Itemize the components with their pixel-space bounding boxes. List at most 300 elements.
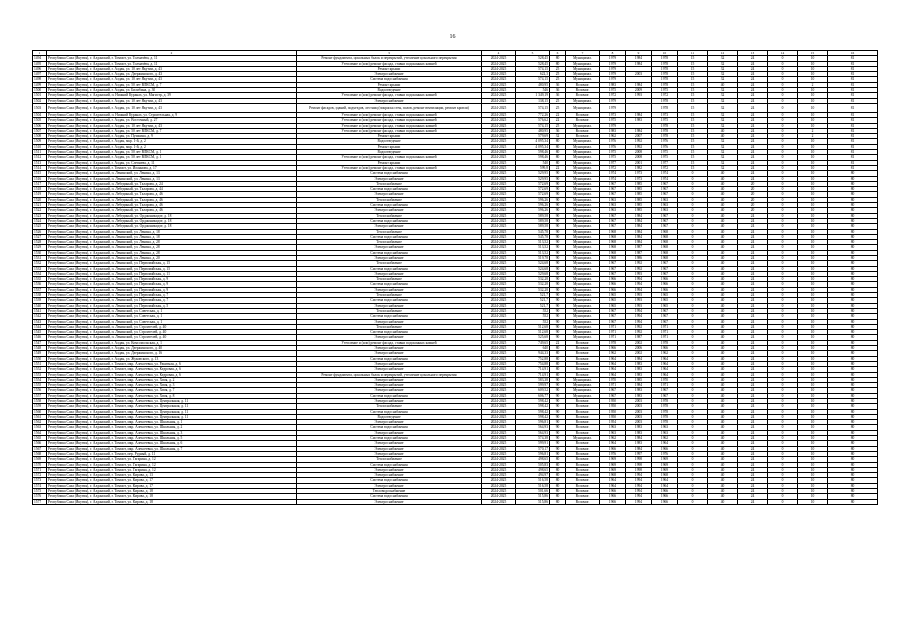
col-16-cell: 80 <box>828 187 878 192</box>
col-12-cell: 40 <box>708 324 738 329</box>
period-cell: 2024-2025 <box>482 266 516 271</box>
col-14-cell: 0 <box>768 351 798 356</box>
wear-cell: 22 <box>550 340 566 345</box>
build-year-cell: 1968 <box>600 229 626 234</box>
col-14-cell: 0 <box>768 451 798 456</box>
col-12-cell: 32 <box>708 150 738 155</box>
row-number: 1556 <box>33 388 47 393</box>
overhaul-year-cell: 2008 <box>626 155 652 160</box>
col-12-cell: 32 <box>708 56 738 61</box>
col-13-cell: 24 <box>738 303 768 308</box>
wear-cell: 80 <box>550 144 566 149</box>
col-14-cell: 0 <box>768 404 798 409</box>
col-12-cell: 40 <box>708 356 738 361</box>
address-cell: Республика Саха (Якутия), г. Алданский, г. Томмот, мкр. Алексеевка, ул. Кедровая, д. 6 <box>47 372 297 377</box>
row-number: 1523 <box>33 213 47 218</box>
commission-year-cell: 1965 <box>652 293 678 298</box>
col-11-cell: 0 <box>678 203 708 208</box>
ownership-cell: Муниципал. <box>566 224 600 229</box>
col-16-cell: 80 <box>828 171 878 176</box>
wear-cell: 25 <box>550 98 566 103</box>
wear-cell: 90 <box>550 399 566 404</box>
overhaul-year-cell: 1983 <box>626 118 652 123</box>
area-cell: 521,7 <box>516 298 550 303</box>
commission-year-cell: 1971 <box>652 330 678 335</box>
build-year-cell: 1967 <box>600 393 626 398</box>
area-cell: 521,7 <box>516 303 550 308</box>
col-11-cell: 0 <box>678 224 708 229</box>
period-cell: 2024-2025 <box>482 303 516 308</box>
address-cell: Республика Саха (Якутия), г. Алданский, г. Томмот, мкр. Алексеевка, ул. Центральная, д. 11 <box>47 404 297 409</box>
address-cell: Республика Саха (Якутия), г. Алданский, п. Лебединый, ул. Таларова, д. 46 <box>47 197 297 202</box>
col-12-cell: 40 <box>708 420 738 425</box>
col-15-cell: 10 <box>798 208 828 213</box>
row-number: 1506 <box>33 123 47 128</box>
area-cell: 494,97 <box>516 473 550 478</box>
overhaul-year-cell: 1985 <box>626 181 652 186</box>
col-14-cell: 0 <box>768 340 798 345</box>
ownership-cell: Вспомог. <box>566 340 600 345</box>
ownership-cell: Муниципал. <box>566 103 600 112</box>
col-15-cell: 10 <box>798 351 828 356</box>
col-12-cell: 40 <box>708 372 738 377</box>
ownership-cell: Муниципал. <box>566 303 600 308</box>
col-11-cell: 0 <box>678 171 708 176</box>
period-cell: 2024-2025 <box>482 234 516 239</box>
col-11-cell: 15 <box>678 144 708 149</box>
work-type-cell: Утепление и (или) ремонт фасада, ставни подоконных камней <box>297 112 482 117</box>
work-type-cell: Теплоснабжение <box>297 181 482 186</box>
col-15-cell: 10 <box>798 404 828 409</box>
work-type-cell: Электроснабжение <box>297 383 482 388</box>
commission-year-cell: 1978 <box>652 103 678 112</box>
build-year-cell: 1979 <box>600 103 626 112</box>
wear-cell: 90 <box>550 319 566 324</box>
area-cell: 598,46 <box>516 150 550 155</box>
wear-cell: 90 <box>550 324 566 329</box>
wear-cell: 90 <box>550 203 566 208</box>
overhaul-year-cell: 1994 <box>626 314 652 319</box>
col-15-cell: 10 <box>798 494 828 499</box>
work-type-cell: Электроснабжение <box>297 287 482 292</box>
col-16-cell: 80 <box>828 451 878 456</box>
col-16-cell: 80 <box>828 356 878 361</box>
wear-cell: 90 <box>550 255 566 260</box>
address-cell: Республика Саха (Якутия), г. Алданский, г. Томмот, ул. Толмачёва, д. 11 <box>47 56 297 61</box>
period-cell: 2024-2025 <box>482 314 516 319</box>
col-14-cell: 0 <box>768 361 798 366</box>
col-15-cell: 10 <box>798 420 828 425</box>
col-11-cell: 0 <box>678 483 708 488</box>
wear-cell: 90 <box>550 298 566 303</box>
commission-year-cell: 1973 <box>652 112 678 117</box>
period-cell: 2024-2025 <box>482 150 516 155</box>
col-15-cell: 10 <box>798 103 828 112</box>
col-15-cell: 10 <box>798 356 828 361</box>
col-12-cell: 40 <box>708 261 738 266</box>
col-11-cell: 15 <box>678 103 708 112</box>
col-11-cell: 0 <box>678 340 708 345</box>
commission-year-cell: 1978 <box>652 409 678 414</box>
col-15-cell: 10 <box>798 240 828 245</box>
overhaul-year-cell <box>626 103 652 112</box>
address-cell: Республика Саха (Якутия), г. Алданский, п. Лебединый, ул. Таларова, д. 44 <box>47 187 297 192</box>
col-15-cell: 10 <box>798 266 828 271</box>
row-number: 1508 <box>33 134 47 139</box>
area-cell: 524,68 <box>516 261 550 266</box>
address-cell: Республика Саха (Якутия), г. Алданский, г. Томмот, пер. Рудный, д. 11 <box>47 451 297 456</box>
period-cell: 2024-2025 <box>482 425 516 430</box>
ownership-cell: Вспомог. <box>566 409 600 414</box>
work-type-cell: Электроснабжение <box>297 303 482 308</box>
col-16-cell: 80 <box>828 197 878 202</box>
commission-year-cell: 1968 <box>652 240 678 245</box>
col-11-cell: 15 <box>678 128 708 133</box>
wear-cell: 90 <box>550 314 566 319</box>
ownership-cell: Вспомог. <box>566 467 600 472</box>
col-16-cell: 80 <box>828 266 878 271</box>
col-16-cell: 80 <box>828 383 878 388</box>
col-12-cell: 32 <box>708 66 738 71</box>
commission-year-cell: 1967 <box>652 218 678 223</box>
work-type-cell: Система водоснабжения <box>297 494 482 499</box>
ownership-cell: Муниципал. <box>566 123 600 128</box>
col-13-cell: 24 <box>738 399 768 404</box>
commission-year-cell: 1978 <box>652 77 678 82</box>
col-12-cell: 32 <box>708 72 738 77</box>
overhaul-year-cell: 1993 <box>626 298 652 303</box>
col-15-cell: 10 <box>798 93 828 98</box>
area-cell: 598,42 <box>516 414 550 419</box>
col-15-cell: 10 <box>798 383 828 388</box>
row-number: 1545 <box>33 330 47 335</box>
col-11-cell: 0 <box>678 314 708 319</box>
col-16-cell: 80 <box>828 457 878 462</box>
overhaul-year-cell: 1984 <box>626 128 652 133</box>
col-15-cell: 2 <box>798 82 828 87</box>
col-11-cell: 0 <box>678 372 708 377</box>
work-type-cell: Утепление и (или) ремонт фасада, ставни подоконных камней <box>297 123 482 128</box>
work-type-cell: Система водоснабжения <box>297 330 482 335</box>
commission-year-cell: 1971 <box>652 335 678 340</box>
col-11-cell: 15 <box>678 56 708 61</box>
ownership-cell: Вспомог. <box>566 451 600 456</box>
col-13-cell: 24 <box>738 213 768 218</box>
col-16-cell: 81 <box>828 103 878 112</box>
address-cell: Республика Саха (Якутия), г. Алданский, г. Алдан, ул. Комсомольская, д. 1 <box>47 340 297 345</box>
col-13-cell: 24 <box>738 160 768 165</box>
col-11-cell: 0 <box>678 287 708 292</box>
col-13-cell: 24 <box>738 66 768 71</box>
period-cell: 2024-2025 <box>482 441 516 446</box>
col-11-cell: 0 <box>678 261 708 266</box>
commission-year-cell: 1971 <box>652 324 678 329</box>
area-cell: 552 <box>516 314 550 319</box>
commission-year-cell: 1967 <box>652 192 678 197</box>
build-year-cell: 1967 <box>600 266 626 271</box>
work-type-cell: Система водоснабжения <box>297 298 482 303</box>
overhaul-year-cell: 1994 <box>626 319 652 324</box>
build-year-cell: 1954 <box>600 420 626 425</box>
build-year-cell: 1962 <box>600 351 626 356</box>
work-type-cell: Теплоснабжение <box>297 324 482 329</box>
col-15-cell: 10 <box>798 139 828 144</box>
col-14-cell: 0 <box>768 287 798 292</box>
area-cell: 599,97 <box>516 383 550 388</box>
wear-cell: 90 <box>550 229 566 234</box>
col-15-cell: 10 <box>798 293 828 298</box>
col-11-cell: 0 <box>678 187 708 192</box>
overhaul-year-cell: 1994 <box>626 483 652 488</box>
period-cell: 2024-2025 <box>482 245 516 250</box>
overhaul-year-cell: 1973 <box>626 176 652 181</box>
period-cell: 2024-2025 <box>482 82 516 87</box>
commission-year-cell: 1978 <box>652 66 678 71</box>
build-year-cell: 1967 <box>600 181 626 186</box>
col-14-cell: 0 <box>768 467 798 472</box>
wear-cell: 90 <box>550 303 566 308</box>
commission-year-cell: 1965 <box>652 298 678 303</box>
period-cell: 2024-2025 <box>482 282 516 287</box>
work-type-cell: Водоотведение <box>297 139 482 144</box>
col-16-cell: 81 <box>828 77 878 82</box>
wear-cell: 90 <box>550 420 566 425</box>
area-cell: 501,66 <box>516 489 550 494</box>
ownership-cell: Вспомог. <box>566 478 600 483</box>
col-16-cell: 81 <box>828 93 878 98</box>
row-number: 1512 <box>33 155 47 160</box>
work-type-cell: Теплоснабжение <box>297 240 482 245</box>
row-number: 1564 <box>33 430 47 435</box>
address-cell: Республика Саха (Якутия), г. Алданский, г. Томмот, ул. Кирова, д. 18 <box>47 489 297 494</box>
commission-year-cell: 1965 <box>652 303 678 308</box>
col-13-cell: 20 <box>738 197 768 202</box>
ownership-cell: Муниципал. <box>566 56 600 61</box>
row-number: 1565 <box>33 436 47 441</box>
overhaul-year-cell: 1985 <box>626 187 652 192</box>
period-cell: 2024-2025 <box>482 467 516 472</box>
col-14-cell: 0 <box>768 213 798 218</box>
row-number: 1515 <box>33 171 47 176</box>
col-13-cell: 24 <box>738 266 768 271</box>
area-cell: 519,78 <box>516 255 550 260</box>
col-13-cell: 24 <box>738 467 768 472</box>
build-year-cell: 1963 <box>600 208 626 213</box>
col-11-cell: 0 <box>678 213 708 218</box>
area-cell: 498,65 <box>516 457 550 462</box>
address-cell: Республика Саха (Якутия), г. Алданский, г. Алдан, ул. Восточный, д. 27 <box>47 118 297 123</box>
col-15-cell: 10 <box>798 56 828 61</box>
commission-year-cell: 1967 <box>652 224 678 229</box>
work-type-cell: Электроснабжение <box>297 430 482 435</box>
col-12-cell: 40 <box>708 176 738 181</box>
ownership-cell: Вспомог. <box>566 473 600 478</box>
col-11-cell: 0 <box>678 451 708 456</box>
commission-year-cell: 1968 <box>652 250 678 255</box>
commission-year-cell: 1964 <box>652 483 678 488</box>
ownership-cell: Вспомог. <box>566 351 600 356</box>
col-13-cell: 24 <box>738 430 768 435</box>
commission-year-cell: 1975 <box>652 88 678 93</box>
column-number-12: 12 <box>708 51 738 56</box>
col-14-cell: 0 <box>768 61 798 66</box>
commission-year-cell: 1967 <box>652 319 678 324</box>
col-13-cell: 24 <box>738 499 768 504</box>
overhaul-year-cell: 2003 <box>626 404 652 409</box>
col-13-cell: 24 <box>738 388 768 393</box>
col-12-cell: 32 <box>708 93 738 98</box>
commission-year-cell: 1978 <box>652 404 678 409</box>
col-16-cell: 80 <box>828 176 878 181</box>
col-11-cell: 0 <box>678 361 708 366</box>
ownership-cell: Муниципал. <box>566 245 600 250</box>
col-13-cell: 24 <box>738 118 768 123</box>
col-16-cell: 80 <box>828 393 878 398</box>
overhaul-year-cell: 2003 <box>626 414 652 419</box>
col-12-cell: 40 <box>708 266 738 271</box>
work-type-cell: Водоотведение <box>297 88 482 93</box>
col-11-cell: 15 <box>678 77 708 82</box>
overhaul-year-cell: 1985 <box>626 208 652 213</box>
area-cell: 505,83 <box>516 462 550 467</box>
work-type-cell: Система водоснабжения <box>297 218 482 223</box>
ownership-cell: Вспомог. <box>566 367 600 372</box>
ownership-cell: Муниципал. <box>566 155 600 160</box>
col-14-cell: 0 <box>768 250 798 255</box>
work-type-cell: Электроснабжение <box>297 377 482 382</box>
wear-cell: 22 <box>550 165 566 170</box>
column-number-15: 15 <box>798 51 828 56</box>
ownership-cell: Вспомог. <box>566 441 600 446</box>
build-year-cell: 1965 <box>600 298 626 303</box>
build-year-cell: 1966 <box>600 446 626 451</box>
ownership-cell: Вспомог. <box>566 134 600 139</box>
wear-cell: 80 <box>550 361 566 366</box>
ownership-cell: Вспомог. <box>566 128 600 133</box>
period-cell: 2024-2025 <box>482 430 516 435</box>
address-cell: Республика Саха (Якутия), г. Алданский, п. Ленинский, ул. Ленина, д. 28 <box>47 240 297 245</box>
col-16-cell: 80 <box>828 335 878 340</box>
area-cell: 640 <box>516 346 550 351</box>
row-number: 1540 <box>33 303 47 308</box>
address-cell: Республика Саха (Якутия), г. Алданский, п. Ленинский, ул. Строителей, д. 40 <box>47 330 297 335</box>
commission-year-cell: 1975 <box>652 155 678 160</box>
period-cell: 2024-2025 <box>482 393 516 398</box>
overhaul-year-cell: 1984 <box>626 356 652 361</box>
column-number-3: 3 <box>297 51 482 56</box>
col-13-cell: 24 <box>738 457 768 462</box>
col-11-cell: 0 <box>678 404 708 409</box>
address-cell: Республика Саха (Якутия), г. Алданский, п. Ленинский, ул. Ленина, д. 28 <box>47 245 297 250</box>
row-number: 1549 <box>33 351 47 356</box>
col-14-cell: 0 <box>768 123 798 128</box>
row-number: 1502 <box>33 98 47 103</box>
build-year-cell: 1967 <box>600 308 626 313</box>
wear-cell: 90 <box>550 250 566 255</box>
area-cell: 515,86 <box>516 494 550 499</box>
overhaul-year-cell: 1983 <box>626 388 652 393</box>
overhaul-year-cell: 1994 <box>626 287 652 292</box>
col-12-cell: 40 <box>708 436 738 441</box>
wear-cell: 36 <box>550 93 566 98</box>
col-15-cell: 10 <box>798 377 828 382</box>
wear-cell: 90 <box>550 266 566 271</box>
col-15-cell: 10 <box>798 261 828 266</box>
address-cell: Республика Саха (Якутия), г. Алданский, г. Томмот, мкр. Алексеевка, ул. Центральная, д. 11 <box>47 399 297 404</box>
row-number: 1510 <box>33 144 47 149</box>
address-cell: Республика Саха (Якутия), г. Алданский, п. Ленинский, ул. Первомайская, д. 15 <box>47 261 297 266</box>
overhaul-year-cell: 1984 <box>626 224 652 229</box>
col-16-cell: 80 <box>828 372 878 377</box>
col-16-cell: 81 <box>828 165 878 170</box>
commission-year-cell: 1964 <box>652 372 678 377</box>
area-cell: 579,69 <box>516 134 550 139</box>
col-13-cell: 24 <box>738 340 768 345</box>
col-14-cell: 0 <box>768 181 798 186</box>
col-13-cell: 24 <box>738 330 768 335</box>
period-cell: 2024-2025 <box>482 171 516 176</box>
address-cell: Республика Саха (Якутия), г. Алданский, п. Лебединый, ул. Орджоникидзе, д. 18 <box>47 224 297 229</box>
overhaul-year-cell: 1986 <box>626 255 652 260</box>
row-number: 1557 <box>33 393 47 398</box>
col-15-cell: 2 <box>798 128 828 133</box>
commission-year-cell: 1967 <box>652 393 678 398</box>
build-year-cell: 1967 <box>600 192 626 197</box>
area-cell: 574,38 <box>516 436 550 441</box>
col-13-cell: 24 <box>738 319 768 324</box>
build-year-cell: 1965 <box>600 303 626 308</box>
overhaul-year-cell: 1984 <box>626 218 652 223</box>
address-cell: Республика Саха (Якутия), г. Алданский, п. Ленинский, ул. Советская, д. 1 <box>47 314 297 319</box>
row-number: 1538 <box>33 293 47 298</box>
area-cell: 576,62 <box>516 118 550 123</box>
ownership-cell: Вспомог. <box>566 112 600 117</box>
wear-cell: 90 <box>550 287 566 292</box>
overhaul-year-cell: 1994 <box>626 499 652 504</box>
address-cell: Республика Саха (Якутия), г. Алданский, г. Томмот, мкр. Алексеевка, ул. Ракитная, д. 6 <box>47 361 297 366</box>
period-cell: 2024-2025 <box>482 144 516 149</box>
row-number: 1496 <box>33 66 47 71</box>
col-15-cell: 10 <box>798 144 828 149</box>
address-cell: Республика Саха (Якутия), г. Алданский, г. Томмот, мкр. Алексеевка, ул. Школьная, д. 7 <box>47 446 297 451</box>
overhaul-year-cell: 1987 <box>626 245 652 250</box>
col-13-cell: 24 <box>738 112 768 117</box>
column-number-5: 5 <box>516 51 550 56</box>
col-15-cell: 10 <box>798 271 828 276</box>
col-16-cell: 80 <box>828 467 878 472</box>
col-12-cell: 32 <box>708 112 738 117</box>
col-11-cell: 15 <box>678 98 708 103</box>
col-12-cell: 40 <box>708 404 738 409</box>
col-16-cell: 80 <box>828 499 878 504</box>
overhaul-year-cell: 1994 <box>626 308 652 313</box>
overhaul-year-cell: 1984 <box>626 82 652 87</box>
col-11-cell: 0 <box>678 324 708 329</box>
period-cell: 2024-2025 <box>482 478 516 483</box>
col-15-cell: 10 <box>798 489 828 494</box>
col-14-cell: 0 <box>768 383 798 388</box>
row-number: 1519 <box>33 192 47 197</box>
work-type-cell: Ремонт крыши <box>297 134 482 139</box>
commission-year-cell: 1976 <box>652 451 678 456</box>
wear-cell: 80 <box>550 489 566 494</box>
col-14-cell: 0 <box>768 66 798 71</box>
area-cell: 754,88 <box>516 361 550 366</box>
area-cell: 596,26 <box>516 197 550 202</box>
col-16-cell: 80 <box>828 293 878 298</box>
area-cell: 772,26 <box>516 112 550 117</box>
period-cell: 2024-2025 <box>482 319 516 324</box>
